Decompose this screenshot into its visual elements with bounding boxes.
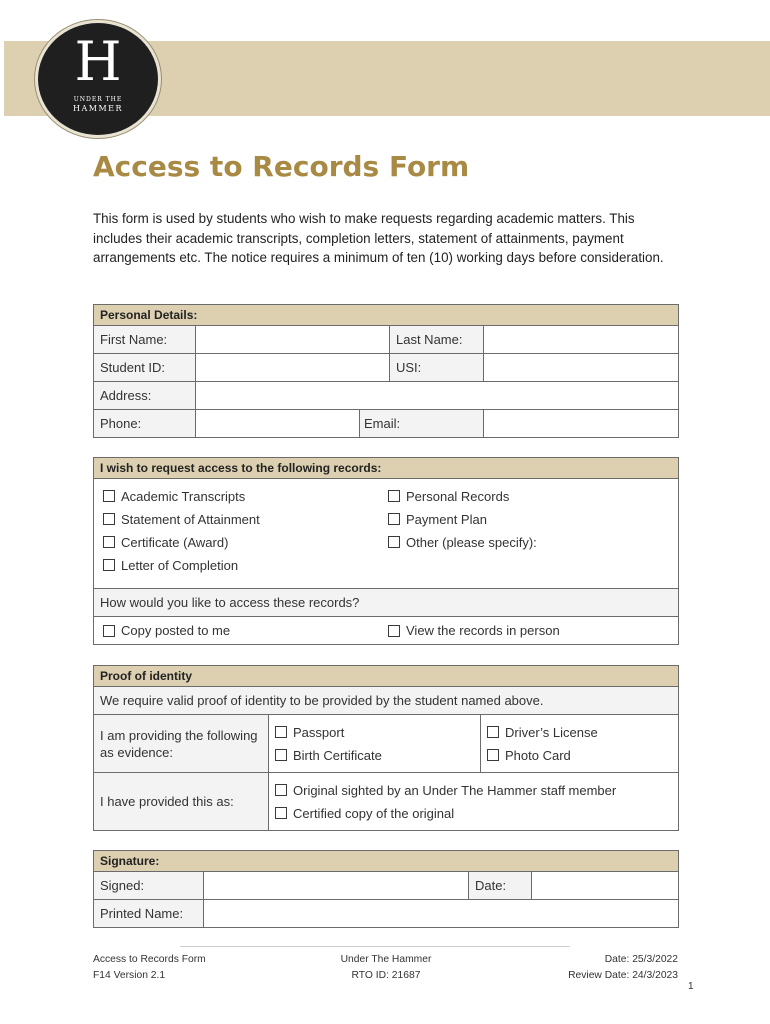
- option-passport[interactable]: [275, 721, 474, 744]
- option-payment-plan[interactable]: [388, 508, 669, 531]
- email-field[interactable]: [484, 410, 679, 438]
- access-question: How would you like to access these records?: [94, 589, 679, 617]
- last-name-label: Last Name:: [390, 326, 484, 354]
- checkbox[interactable]: [275, 749, 287, 761]
- option-other[interactable]: [388, 531, 669, 554]
- footer-center: [300, 952, 472, 984]
- usi-field[interactable]: [484, 354, 679, 382]
- last-name-field[interactable]: [484, 326, 679, 354]
- signature-table: [93, 850, 679, 928]
- logo-letter: H: [74, 30, 122, 93]
- checkbox[interactable]: [388, 536, 400, 548]
- address-field[interactable]: [196, 382, 679, 410]
- evidence-label: I am providing the following as evidence:: [94, 715, 269, 773]
- records-header: I wish to request access to the following records:: [94, 458, 679, 479]
- option-label: Personal Records: [406, 488, 510, 504]
- option-label: Payment Plan: [406, 511, 487, 527]
- option-label: Driver’s License: [505, 724, 598, 740]
- option-letter-of-completion[interactable]: [103, 554, 384, 577]
- checkbox[interactable]: [275, 784, 287, 796]
- intro-text: This form is used by students who wish to make requests regarding academic matters. This includes their academic transcripts, completion letters, statement of attainments, payment arrangements etc. The notice requires a minimum of ten (10) working days before consideration.: [93, 211, 664, 265]
- option-original-sighted[interactable]: [275, 779, 672, 802]
- signed-field[interactable]: [204, 872, 469, 900]
- option-label: Academic Transcripts: [121, 488, 246, 504]
- option-certificate-award[interactable]: [103, 531, 384, 554]
- option-label: Certified copy of the original: [293, 805, 455, 821]
- records-request-table: [93, 457, 679, 645]
- option-copy-posted[interactable]: [103, 619, 384, 642]
- checkbox[interactable]: [103, 536, 115, 548]
- signed-label: Signed:: [94, 872, 204, 900]
- option-photo-card[interactable]: [487, 744, 672, 767]
- checkbox[interactable]: [275, 807, 287, 819]
- footer-form-name: Access to Records Form: [93, 954, 206, 965]
- footer-org: Under The Hammer: [340, 954, 432, 965]
- option-label: Passport: [293, 724, 345, 740]
- checkbox[interactable]: [388, 625, 400, 637]
- option-label: Birth Certificate: [293, 747, 382, 763]
- checkbox[interactable]: [275, 726, 287, 738]
- proof-header: Proof of identity: [94, 666, 679, 687]
- first-name-label: First Name:: [94, 326, 196, 354]
- option-birth-certificate[interactable]: [275, 744, 474, 767]
- checkbox[interactable]: [103, 559, 115, 571]
- student-id-field[interactable]: [196, 354, 390, 382]
- checkbox[interactable]: [487, 749, 499, 761]
- footer-left: [93, 952, 206, 984]
- checkbox[interactable]: [388, 513, 400, 525]
- brand-logo: [35, 20, 161, 138]
- signature-header: Signature:: [94, 851, 679, 872]
- page-title: Access to Records Form: [93, 150, 470, 183]
- phone-label: Phone:: [94, 410, 196, 438]
- option-label: Original sighted by an Under The Hammer staff member: [293, 782, 617, 798]
- footer-review-date: Review Date: 24/3/2023: [568, 970, 678, 981]
- option-academic-transcripts[interactable]: [103, 485, 384, 508]
- proof-requirement: We require valid proof of identity to be provided by the student named above.: [94, 687, 679, 715]
- option-personal-records[interactable]: [388, 485, 669, 508]
- footer-rto: RTO ID: 21687: [351, 970, 421, 981]
- footer-version: F14 Version 2.1: [93, 970, 166, 981]
- option-label: Photo Card: [505, 747, 571, 763]
- logo-line1: UNDER THE: [73, 96, 123, 103]
- option-label: Copy posted to me: [121, 623, 231, 638]
- checkbox[interactable]: [487, 726, 499, 738]
- address-label: Address:: [94, 382, 196, 410]
- checkbox[interactable]: [388, 490, 400, 502]
- printed-name-label: Printed Name:: [94, 900, 204, 928]
- proof-of-identity-table: [93, 665, 679, 831]
- personal-details-table: [93, 304, 679, 438]
- phone-field[interactable]: [196, 410, 360, 438]
- option-drivers-license[interactable]: [487, 721, 672, 744]
- footer-divider: [180, 946, 570, 947]
- option-label: Other (please specify):: [406, 534, 537, 550]
- footer-date: Date: 25/3/2022: [604, 954, 678, 965]
- email-label: Email:: [360, 410, 484, 438]
- option-label: Statement of Attainment: [121, 511, 260, 527]
- checkbox[interactable]: [103, 625, 115, 637]
- footer-right: [500, 952, 678, 984]
- option-certified-copy[interactable]: [275, 802, 672, 825]
- usi-label: USI:: [390, 354, 484, 382]
- student-id-label: Student ID:: [94, 354, 196, 382]
- logo-line2: HAMMER: [73, 104, 123, 113]
- option-label: Letter of Completion: [121, 557, 239, 573]
- option-statement-of-attainment[interactable]: [103, 508, 384, 531]
- checkbox[interactable]: [103, 490, 115, 502]
- personal-details-header: Personal Details:: [94, 305, 679, 326]
- first-name-field[interactable]: [196, 326, 390, 354]
- date-label: Date:: [469, 872, 532, 900]
- printed-name-field[interactable]: [204, 900, 679, 928]
- option-label: Certificate (Award): [121, 534, 229, 550]
- option-view-in-person[interactable]: [388, 619, 669, 642]
- checkbox[interactable]: [103, 513, 115, 525]
- option-label: View the records in person: [406, 623, 560, 638]
- provided-as-label: I have provided this as:: [94, 773, 269, 831]
- page-number: 1: [688, 981, 694, 992]
- date-field[interactable]: [532, 872, 679, 900]
